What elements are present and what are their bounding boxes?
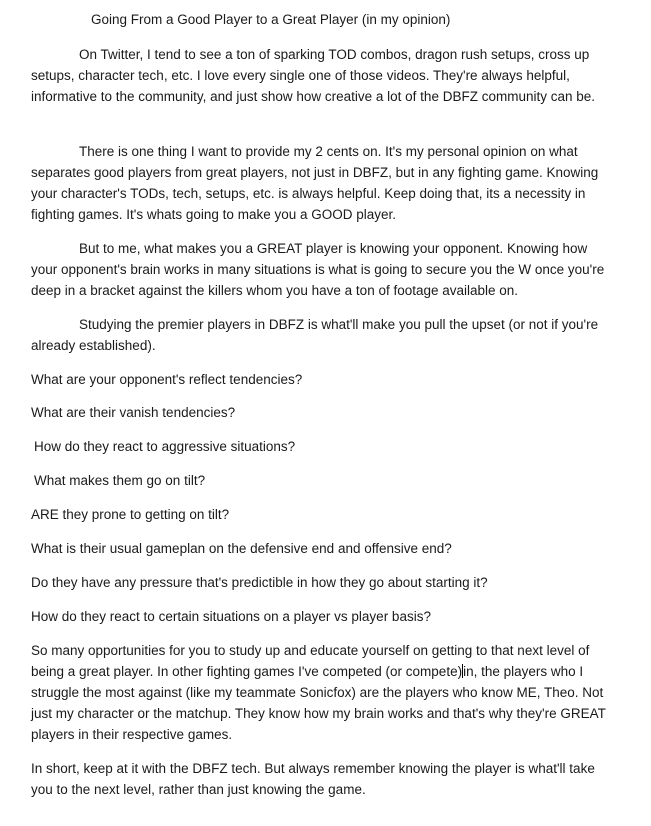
document-title: Going From a Good Player to a Great Player (in my opinion) bbox=[91, 12, 451, 27]
closing-text-end: in, the players who I struggle the most against (like my teammate Sonicfox) are the players who know ME, Theo. Not just my character or the matchup. They know how my brain works and that's why they're GREAT players in their respective games. bbox=[31, 664, 606, 742]
closing-text-start: So many opportunities for you to study up and educate yourself on getting to that next level of being a great player. In other fighting games I've competed (or compete) bbox=[31, 643, 590, 679]
question-pressure: Do they have any pressure that's predictible in how they go about starting it? bbox=[31, 575, 488, 590]
question-tilt: What makes them go on tilt? bbox=[34, 473, 206, 488]
question-vanish: What are their vanish tendencies? bbox=[31, 405, 236, 420]
question-gameplan: What is their usual gameplan on the defensive end and offensive end? bbox=[31, 541, 452, 556]
paragraph-final: In short, keep at it with the DBFZ tech. But always remember knowing the player is what'll take you to the next level, rather than just knowing the game. bbox=[31, 761, 595, 797]
question-prone-tilt: ARE they prone to getting on tilt? bbox=[31, 507, 230, 522]
paragraph-two-cents: There is one thing I want to provide my 2 cents on. It's my personal opinion on what separates good players from great players, not just in DBFZ, but in any fighting game. Knowing your character's TODs, tech, setups, etc. is always helpful. Keep doing that, its a necessity in fighting games. It's whats going to make you a GOOD player. bbox=[31, 144, 599, 222]
paragraph-great-player: But to me, what makes you a GREAT player is knowing your opponent. Knowing how your opponent's brain works in many situations is what is going to secure you the W once you're deep in a bracket against the killers whom you have a ton of footage available on. bbox=[31, 241, 605, 298]
paragraph-closing bbox=[31, 640, 611, 745]
question-player-basis: How do they react to certain situations on a player vs player basis? bbox=[31, 609, 431, 624]
question-reflect: What are your opponent's reflect tendencies? bbox=[31, 372, 303, 387]
paragraph-intro: On Twitter, I tend to see a ton of sparking TOD combos, dragon rush setups, cross up setups, character tech, etc. I love every single one of those videos. They're always helpful, informative to the community, and just show how creative a lot of the DBFZ community can be. bbox=[31, 47, 595, 104]
paragraph-studying: Studying the premier players in DBFZ is what'll make you pull the upset (or not if you're already established). bbox=[31, 317, 599, 353]
question-aggressive: How do they react to aggressive situations? bbox=[34, 439, 296, 454]
